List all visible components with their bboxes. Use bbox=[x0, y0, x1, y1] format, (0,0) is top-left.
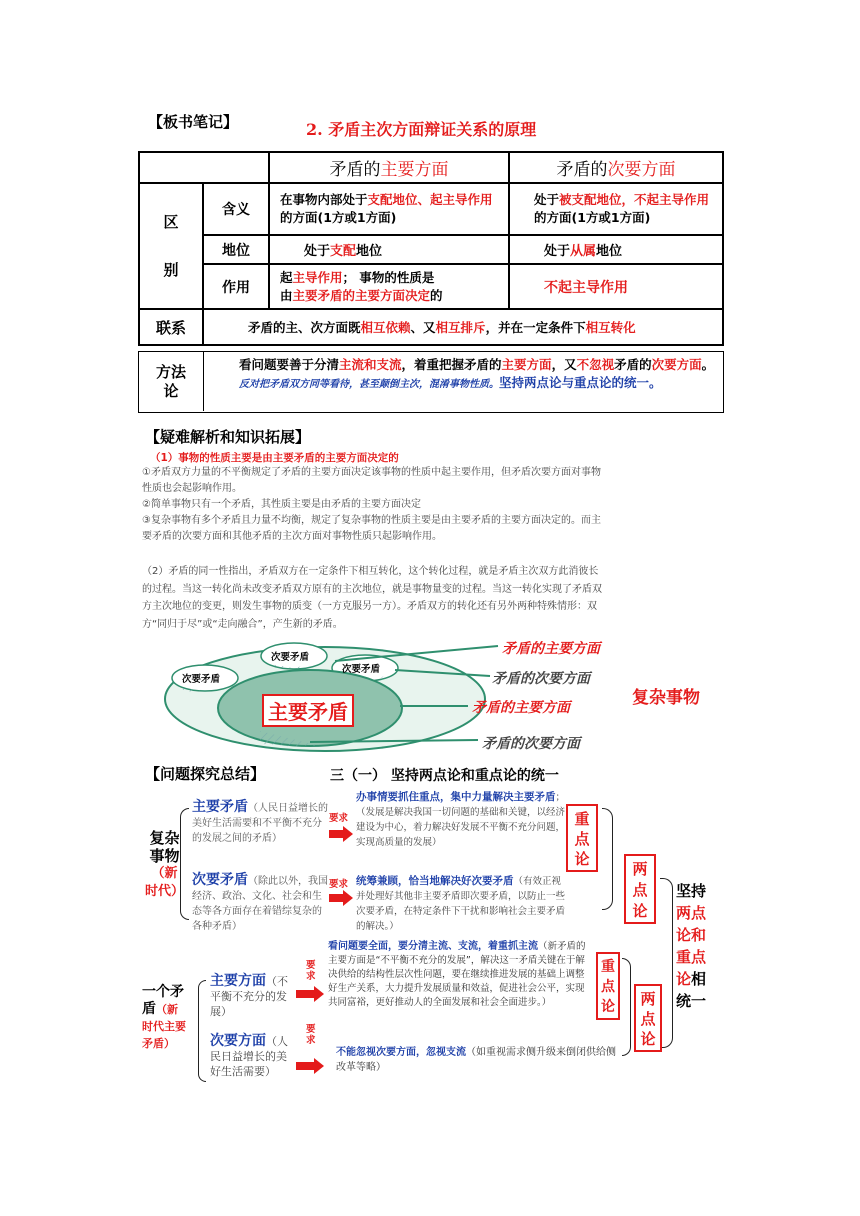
diagram-label-4: 矛盾的次要方面 bbox=[482, 736, 580, 752]
summary-tag: 【问题探究总结】 bbox=[145, 765, 266, 783]
req-label-3: 要求 bbox=[306, 960, 316, 982]
methodology-label: 方法 论 bbox=[139, 352, 204, 411]
arrow-1 bbox=[329, 826, 355, 842]
row-meaning-label: 含义 bbox=[203, 183, 269, 235]
complex-thing-label: 复杂事物 bbox=[632, 688, 700, 708]
two-point-box-2: 两点论 bbox=[634, 984, 662, 1052]
methodology-box bbox=[138, 351, 724, 413]
row-role-main: 起主导作用； 事物的性质是 由主要矛盾的主要方面决定的 bbox=[269, 264, 509, 309]
right-brace-1 bbox=[602, 808, 613, 910]
one-contradiction-label: 一个矛盾（新时代主要矛盾） bbox=[142, 984, 186, 1050]
row-meaning-main: 在事物内部处于支配地位、起主导作用的方面(1方或1方面) bbox=[269, 183, 509, 235]
diagram-label-3: 矛盾的主要方面 bbox=[472, 700, 570, 716]
row-status-label: 地位 bbox=[203, 235, 269, 264]
main-contradiction-label: 主要矛盾 bbox=[262, 694, 354, 727]
secondary-contradiction-3: 次要矛盾 bbox=[342, 664, 381, 675]
diagram-label-2: 矛盾的次要方面 bbox=[492, 671, 590, 687]
notes-title: 2. 矛盾主次方面辩证关系的原理 bbox=[306, 120, 537, 139]
main-contradiction-block: 主要矛盾（人民日益增长的美好生活需要和不平衡不充分的发展之间的矛盾） bbox=[192, 799, 328, 844]
methodology-text: 看问题要善于分清主流和支流，着重把握矛盾的主要方面，又不忽视矛盾的次要方面。反对把矛盾双方同等看待，甚至颠倒主次，混淆事物性质。坚持两点论与重点论的统一。 bbox=[239, 357, 715, 390]
col-secondary-header: 矛盾的 次要方面 bbox=[509, 152, 723, 183]
secondary-aspect-block: 次要方面（人民日益增长的美好生活需要） bbox=[210, 1033, 288, 1078]
req-label-2: 要求 bbox=[329, 879, 349, 890]
requirement-4: 不能忽视次要方面，忽视支流（如重视需求侧升级来倒闭供给侧改革等略） bbox=[336, 1047, 616, 1073]
req-label-1: 要求 bbox=[329, 813, 349, 824]
secondary-contradiction-2: 次要矛盾 bbox=[271, 652, 310, 663]
secondary-contradiction-block: 次要矛盾（除此以外，我国经济、政治、文化、社会和生态等各方面存在着错综复杂的各种矛盾） bbox=[192, 872, 328, 932]
requirement-2: 统筹兼顾，恰当地解决好次要矛盾（有效正视并处理好其他非主要矛盾即次要矛盾，以防止一些次要矛盾，在特定条件下干扰和影响社会主要矛盾的解决。） bbox=[356, 875, 566, 932]
arrow-4 bbox=[296, 1058, 326, 1074]
row-status-main: 处于 支配 地位 bbox=[269, 235, 509, 264]
arrow-3 bbox=[296, 986, 326, 1002]
key-point-box-1: 重点论 bbox=[566, 804, 598, 872]
link-label: 联系 bbox=[139, 309, 203, 345]
analysis-q2: （2）矛盾的同一性指出，矛盾双方在一定条件下相互转化，这个转化过程，就是矛盾主次双方此消彼长 的过程。当这一转化尚未改变矛盾双方原有的主次地位，就是事物量变的过程。当这一转化实现了矛盾双 方主次地位的变更，则发生事物的质变（一方克服另一方）。矛盾双方的转化还有另外两种特殊情形：双 方“同归于尽”或“走向融合”，产生新的矛盾。 bbox=[142, 566, 602, 630]
two-point-box-1: 两点论 bbox=[624, 854, 656, 924]
left-brace-2 bbox=[198, 980, 206, 1082]
left-brace-1 bbox=[180, 808, 189, 920]
requirement-3: 看问题要全面，要分清主流、支流，着重抓主流（新矛盾的主要方面是“不平衡不充分的发展”，解决这一矛盾关键在于解决供给的结构性层次性问题，要在继续推进发展的基础上调整好生产关系，大力提升发展质量和效益，促进社会公平，实现共同富裕，更好推动人的全面发展和社会全面进步。） bbox=[328, 941, 586, 1008]
main-aspect-block: 主要方面（不平衡不充分的发展） bbox=[210, 973, 288, 1018]
right-brace-2 bbox=[622, 958, 631, 1056]
complex-things-label: 复杂 事物 （新 时代） bbox=[145, 829, 185, 899]
row-role-secondary: 不起主导作用 bbox=[509, 264, 723, 309]
analysis-tag: 【疑难解析和知识拓展】 bbox=[145, 428, 311, 446]
secondary-contradiction-1: 次要矛盾 bbox=[182, 674, 221, 685]
requirement-1: 办事情要抓住重点，集中力量解决主要矛盾；（发展是解决我国一切问题的基础和关键，以经济建设为中心，着力解决好发展不平衡不充分问题，实现高质量的发展） bbox=[356, 791, 566, 848]
notes-tag: 【板书笔记】 bbox=[148, 113, 239, 131]
row-role-label: 作用 bbox=[203, 264, 269, 309]
req-label-4: 要求 bbox=[306, 1024, 316, 1046]
arrow-2 bbox=[329, 890, 355, 906]
difference-label: 区 别 bbox=[139, 183, 203, 309]
comparison-table bbox=[138, 151, 724, 346]
analysis-p1: ①矛盾双方力量的不平衡规定了矛盾的主要方面决定该事物的性质中起主要作用，但矛盾次要方面对事物 性质也会起影响作用。 ②简单事物只有一个矛盾，其性质主要是由矛盾的主要方面决定 ③复杂事物有多个矛盾且力量不均衡，规定了复杂事物的性质主要是由主要矛盾的主要方面决定的。而主 要矛盾的次要方面和其他矛盾的主次方面对事物性质只起影响作用。 bbox=[142, 467, 601, 542]
col-main-header: 矛盾的 主要方面 bbox=[269, 152, 509, 183]
analysis-q1: （1）事物的性质主要是由主要矛盾的主要方面决定的 bbox=[150, 452, 399, 464]
uphold-unity-label: 坚持两点论和重点论相统一 bbox=[676, 882, 707, 1010]
link-text: 矛盾的主、次方面既 相互依赖 、又 相互排斥 ，并在一定条件下 相互转化 bbox=[203, 309, 723, 345]
row-meaning-secondary: 处于被支配地位，不起主导作用的方面(1方或1方面) bbox=[509, 183, 723, 235]
key-point-box-2: 重点论 bbox=[596, 952, 620, 1020]
diagram-label-1: 矛盾的主要方面 bbox=[502, 641, 600, 657]
row-status-secondary: 处于 从属 地位 bbox=[509, 235, 723, 264]
summary-title: 三（一） 坚持两点论和重点论的统一 bbox=[330, 768, 559, 784]
